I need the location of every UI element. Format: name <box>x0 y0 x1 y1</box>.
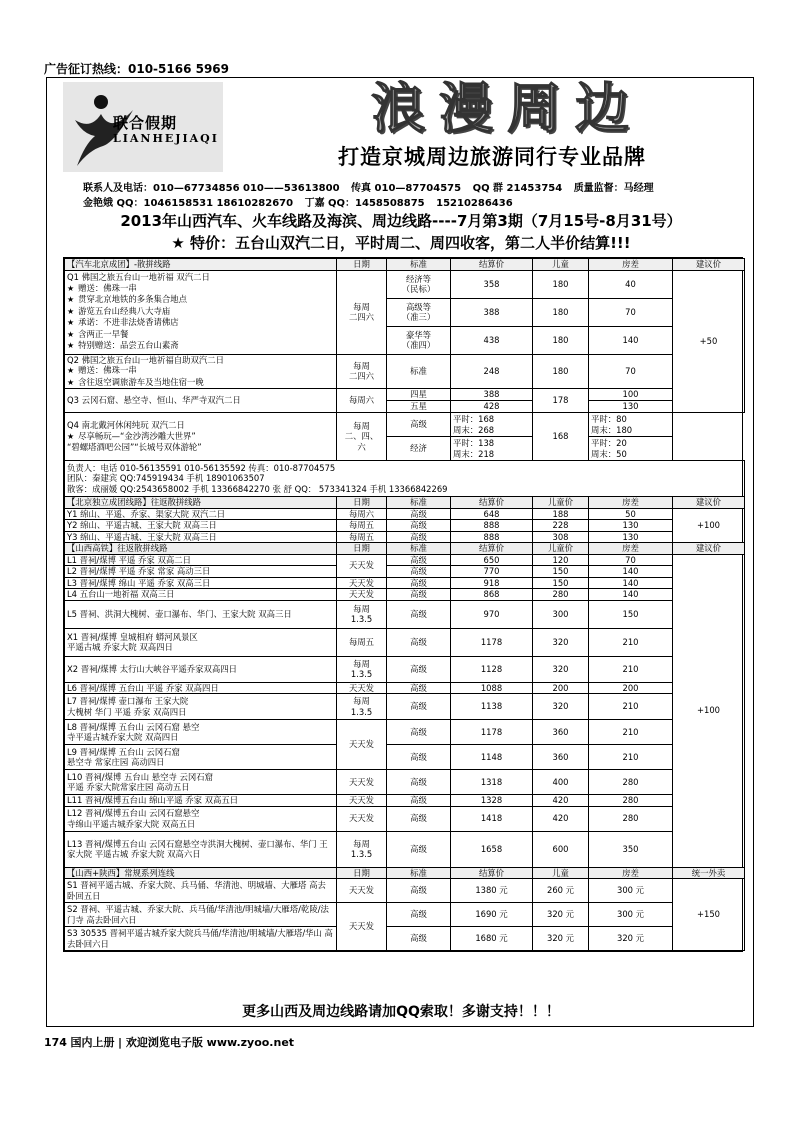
table-row: L3 晋祠/煤博 绵山 平遥 乔家 双高三日 天天发 高级 918 150 140 <box>65 577 745 589</box>
star-icon: ★ <box>67 341 75 351</box>
contact-box: 负责人：电话 010-56135591 010-56135592 传真：010-87704575 团队：秦建宾 QQ:745919434 手机 18901063507 散客：成丽媛 QQ:2543658002 手机 13366842270 张 舒 QQ： 573341324 手机 13366842269 <box>65 461 745 497</box>
contact-info <box>83 181 743 211</box>
table-row: L1 晋祠/煤博 平遥 乔家 双高二日 天天发 高级 650 120 70 +100 <box>65 554 745 566</box>
route-q2-desc: Q2 佛国之旅五台山一地祈福自助双汽二日 ★ 赠送：佛珠一串 ★ 含往返空调旅游车及当地住宿一晚 <box>65 354 337 389</box>
section4-header: 【山西+陕西】常规系列连线 日期 标准 结算价 儿童 房差 统一外卖 <box>65 867 745 879</box>
contact-line-1: 联系人及电话：010—67734856 010——53613800 传真 010—87704575 QQ 群 21453754 质量监督：马经理 <box>83 183 654 194</box>
table-row: L2 晋祠/煤博 平遥 乔家 常家 高动三日 高级 770 150 140 <box>65 566 745 578</box>
table-row: L11 晋祠/煤博五台山 绵山平遥 乔家 双高五日 天天发 高级 1328 420 280 <box>65 795 745 807</box>
price-table: 【汽车北京成团】-散拼线路 日期 标准 结算价 儿童 房差 建议价 Q1 佛国之旅五台山一地祈福 双汽二日 ★ 赠送：佛珠一串 ★ 贯穿北京地铁的多条集合地点 ★ 游览五台山经典八大寺庙 ★ 承诺：不进非法烧香请佛店 ★ 含两正一早餐 ★ 特别赠送：品尝五台山素斋 每周 二四六 经济等 （民标） 358 180 40 +50 高级等 （准三） 388 180 70 豪华等 （准四） 438 180 140 Q2 佛国之旅五台山一地祈福自助双汽二日 ★ 赠送：佛珠一串 ★ 含往返空调旅游车及当地住宿一晚 每周 二四六 标准 248 180 70 Q3 云冈石窟、悬空寺、恒山、华严寺双汽二日 每周六 四星 388 178 100 五星 428 130 Q4 南北戴河休闲纯玩 双汽二日 ★ 尽享畅玩—“金沙湾沙雕大世界” “碧螺塔酒吧公园”“长城号双体游轮” 每周 二、四、 六 高级 平时：168 周末：268 168 平时：80 周末：180 经济 平时：138 周末：218 平时：20 周末：50 负责人：电话 010-56135591 010-56135592 传真：010-87704575 团队：秦建宾 QQ:745919434 手机 18901063507 散客：成丽媛 QQ:2543658002 手机 13366842270 张 舒 QQ： 573341324 手机 13366842269 【北京独立成团线路】往返散拼线路 日期 标准 结算价 儿童价 房差 建议价 Y1 绵山、平遥、乔家、渠家大院 双汽二日 每周六 高级 648 188 50 +100 Y2 绵山、平遥古城、王家大院 双高三日 每周五 高级 888 228 130 Y3 绵山、平遥古城、王家大院 双高三日 每周五 高级 888 308 130 【山西高铁】往返散拼线路 日期 标准 结算价 儿童价 房差 建议价 L1 晋祠/煤博 平遥 乔家 双高二日 天天发 高级 650 120 70 +100 L2 晋祠/煤博 平遥 乔家 常家 高动三日 高级 770 150 140 L3 晋祠/煤博 绵山 平遥 乔家 双高三日 天天发 高级 918 150 140 L4 五台山一地祈福 双高三日 天天发 高级 868 280 140 L5 晋祠、洪洞大槐树、壶口瀑布、华门、王家大院 双高三日 每周 1.3.5 高级 970 300 150 X1 晋祠/煤博 皇城相府 蟒河风景区 平遥古城 乔家大院 双高四日 每周五 高级 1178 320 210 X2 晋祠/煤博 太行山大峡谷平遥乔家双高四日 每周 1.3.5 高级 1128 320 210 L6 晋祠/煤博 五台山 平遥 乔家 双高四日 天天发 高级 1088 200 200 L7 晋祠/煤博 壶口瀑布 王家大院 大槐树 华门 平遥 乔家 双高四日 每周 1.3.5 高级 1138 320 210 L8 晋祠/煤博 五台山 云冈石窟 悬空 寺平遥古城乔家大院 双高四日 天天发 高级 1178 360 210 L9 晋祠/煤博 五台山 云冈石窟 悬空寺 常家庄园 高动四日 高级 1148 360 210 L10 晋祠/煤博 五台山 悬空寺 云冈石窟 平遥 乔家大院常家庄园 高动五日 天天发 高级 1318 400 280 L11 晋祠/煤博五台山 绵山平遥 乔家 双高五日 天天发 高级 1328 420 280 L12 晋祠/煤博五台山 云冈石窟悬空 寺绵山平遥古城乔家大院 双高五日 天天发 高级 1418 420 280 L13 晋祠/煤博五台山 云冈石窟悬空寺洪洞大槐树、壶口瀑布、华门 王家大院 平遥古城 乔家大院 双高六日 每周 1.3.5 高级 1658 600 350 【山西+陕西】常规系列连线 日期 标准 结算价 儿童 房差 统一外卖 S1 晋祠平遥古城、乔家大院、兵马俑、华清池、明城墙、大雁塔 高去卧回五日 天天发 高级 1380 元 260 元 300 元 +150 S2 晋祠、平遥古城、乔家大院、兵马俑/华清池/明城墙/大雁塔/乾陵/法门寺 高去卧回六日 天天发 高级 1690 元 320 元 300 元 S3 30535 晋祠平遥古城乔家大院兵马俑/华清池/明城墙/大雁塔/华山 高去卧回六日 高级 1680 元 320 元 320 元 <box>63 257 743 952</box>
table-row: L8 晋祠/煤博 五台山 云冈石窟 悬空 寺平遥古城乔家大院 双高四日 天天发 高级 1178 360 210 <box>65 720 745 745</box>
headline: 2013年山西汽车、火车线路及海滨、周边线路----7月第3期（7月15号-8月31号） <box>120 212 682 230</box>
star-icon: ★ <box>67 366 75 375</box>
table-row: X1 晋祠/煤博 皇城相府 蟒河风景区 平遥古城 乔家大院 双高四日 每周五 高级 1178 320 210 <box>65 628 745 656</box>
table-row: Y2 绵山、平遥古城、王家大院 双高三日 每周五 高级 888 228 130 <box>65 520 745 532</box>
banner-title: 浪漫周边 <box>371 77 643 140</box>
section-name: 国内上册 <box>70 1036 115 1049</box>
section1-header: 【汽车北京成团】-散拼线路 日期 标准 结算价 儿童 房差 建议价 <box>65 259 745 271</box>
table-row: L12 晋祠/煤博五台山 云冈石窟悬空 寺绵山平遥古城乔家大院 双高五日 天天发 高级 1418 420 280 <box>65 806 745 831</box>
star-icon: ★ <box>67 377 75 387</box>
star-icon: ★ <box>67 329 75 339</box>
table-row: Y1 绵山、平遥、乔家、渠家大院 双汽二日 每周六 高级 648 188 50 +100 <box>65 508 745 520</box>
table-row: S1 晋祠平遥古城、乔家大院、兵马俑、华清池、明城墙、大雁塔 高去卧回五日 天天发 高级 1380 元 260 元 300 元 +150 <box>65 879 745 903</box>
star-icon: ★ <box>67 306 75 316</box>
table-row: X2 晋祠/煤博 太行山大峡谷平遥乔家双高四日 每周 1.3.5 高级 1128 320 210 <box>65 656 745 682</box>
route-q3-row: Q3 云冈石窟、悬空寺、恒山、华严寺双汽二日 每周六 四星 388 178 100 <box>65 389 745 401</box>
banner <box>47 78 753 178</box>
table-row: L10 晋祠/煤博 五台山 悬空寺 云冈石窟 平遥 乔家大院常家庄园 高动五日 天天发 高级 1318 400 280 <box>65 770 745 795</box>
table-row: L13 晋祠/煤博五台山 云冈石窟悬空寺洪洞大槐树、壶口瀑布、华门 王家大院 平遥古城 乔家大院 双高六日 每周 1.3.5 高级 1658 600 350 <box>65 831 745 867</box>
star-icon: ★ <box>67 283 75 293</box>
route-q1-desc: Q1 佛国之旅五台山一地祈福 双汽二日 ★ 赠送：佛珠一串 ★ 贯穿北京地铁的多条集合地点 ★ 游览五台山经典八大寺庙 ★ 承诺：不进非法烧香请佛店 ★ 含两正一早餐 ★ 特别赠送：品尝五台山素斋 <box>65 270 337 354</box>
section3-header: 【山西高铁】往返散拼线路 日期 标准 结算价 儿童价 房差 建议价 <box>65 543 745 555</box>
logo-text-en: LIANHEJIAQI <box>113 132 219 145</box>
route-q2-row: Q2 佛国之旅五台山一地祈福自助双汽二日 ★ 赠送：佛珠一串 ★ 含往返空调旅游车及当地住宿一晚 每周 二四六 标准 248 180 70 <box>65 354 745 389</box>
footer-text: 欢迎浏览电子版 www.zyoo.net <box>125 1036 295 1049</box>
table-row: S3 30535 晋祠平遥古城乔家大院兵马俑/华清池/明城墙/大雁塔/华山 高去卧回六日 高级 1680 元 320 元 320 元 <box>65 927 745 951</box>
table-row: S2 晋祠、平遥古城、乔家大院、兵马俑/华清池/明城墙/大雁塔/乾陵/法门寺 高去卧回六日 天天发 高级 1690 元 320 元 300 元 <box>65 903 745 927</box>
table-row: L4 五台山一地祈福 双高三日 天天发 高级 868 280 140 <box>65 589 745 601</box>
ad-page <box>46 77 754 1027</box>
more-routes-note: 更多山西及周边线路请加QQ索取！多谢支持！！！ <box>242 1004 560 1020</box>
star-icon: ★ <box>67 295 75 305</box>
star-icon: ★ <box>67 431 75 441</box>
logo <box>63 82 223 172</box>
route-q1-row: Q1 佛国之旅五台山一地祈福 双汽二日 ★ 赠送：佛珠一串 ★ 贯穿北京地铁的多条集合地点 ★ 游览五台山经典八大寺庙 ★ 承诺：不进非法烧香请佛店 ★ 含两正一早餐 ★ 特别赠送：品尝五台山素斋 每周 二四六 经济等 （民标） 358 180 40 +50 <box>65 270 745 298</box>
table-row: L6 晋祠/煤博 五台山 平遥 乔家 双高四日 天天发 高级 1088 200 200 <box>65 682 745 694</box>
table-row: L5 晋祠、洪洞大槐树、壶口瀑布、华门、王家大院 双高三日 每周 1.3.5 高级 970 300 150 <box>65 600 745 628</box>
page-number: 174 <box>44 1036 67 1049</box>
table-row: Y3 绵山、平遥古城、王家大院 双高三日 每周五 高级 888 308 130 <box>65 531 745 543</box>
slogan: 打造京城周边旅游同行专业品牌 <box>338 145 646 169</box>
page-footer: 174 国内上册 | 欢迎浏览电子版 www.zyoo.net <box>44 1036 295 1049</box>
logo-text-cn: 联合假期 <box>113 114 178 132</box>
star-icon: ★ <box>67 318 75 328</box>
route-q4-desc: Q4 南北戴河休闲纯玩 双汽二日 ★ 尽享畅玩—“金沙湾沙雕大世界” “碧螺塔酒吧公园”“长城号双体游轮” <box>65 413 337 461</box>
section2-header: 【北京独立成团线路】往返散拼线路 日期 标准 结算价 儿童价 房差 建议价 <box>65 497 745 509</box>
special-offer: ★ 特价：五台山双汽二日，平时周二、周四收客，第二人半价结算!!! <box>171 234 631 252</box>
contact-line-2: 金艳娥 QQ：1046158531 18610282670 丁嘉 QQ：1458508875 15210286436 <box>83 198 513 209</box>
table-row: L7 晋祠/煤博 壶口瀑布 王家大院 大槐树 华门 平遥 乔家 双高四日 每周 1.3.5 高级 1138 320 210 <box>65 694 745 720</box>
hotline: 广告征订热线：010-5166 5969 <box>44 62 230 76</box>
table-row: L9 晋祠/煤博 五台山 云冈石窟 悬空寺 常家庄园 高动四日 高级 1148 360 210 <box>65 745 745 770</box>
route-q4-row: Q4 南北戴河休闲纯玩 双汽二日 ★ 尽享畅玩—“金沙湾沙雕大世界” “碧螺塔酒吧公园”“长城号双体游轮” 每周 二、四、 六 高级 平时：168 周末：268 168 平时：80 周末：180 <box>65 413 745 437</box>
